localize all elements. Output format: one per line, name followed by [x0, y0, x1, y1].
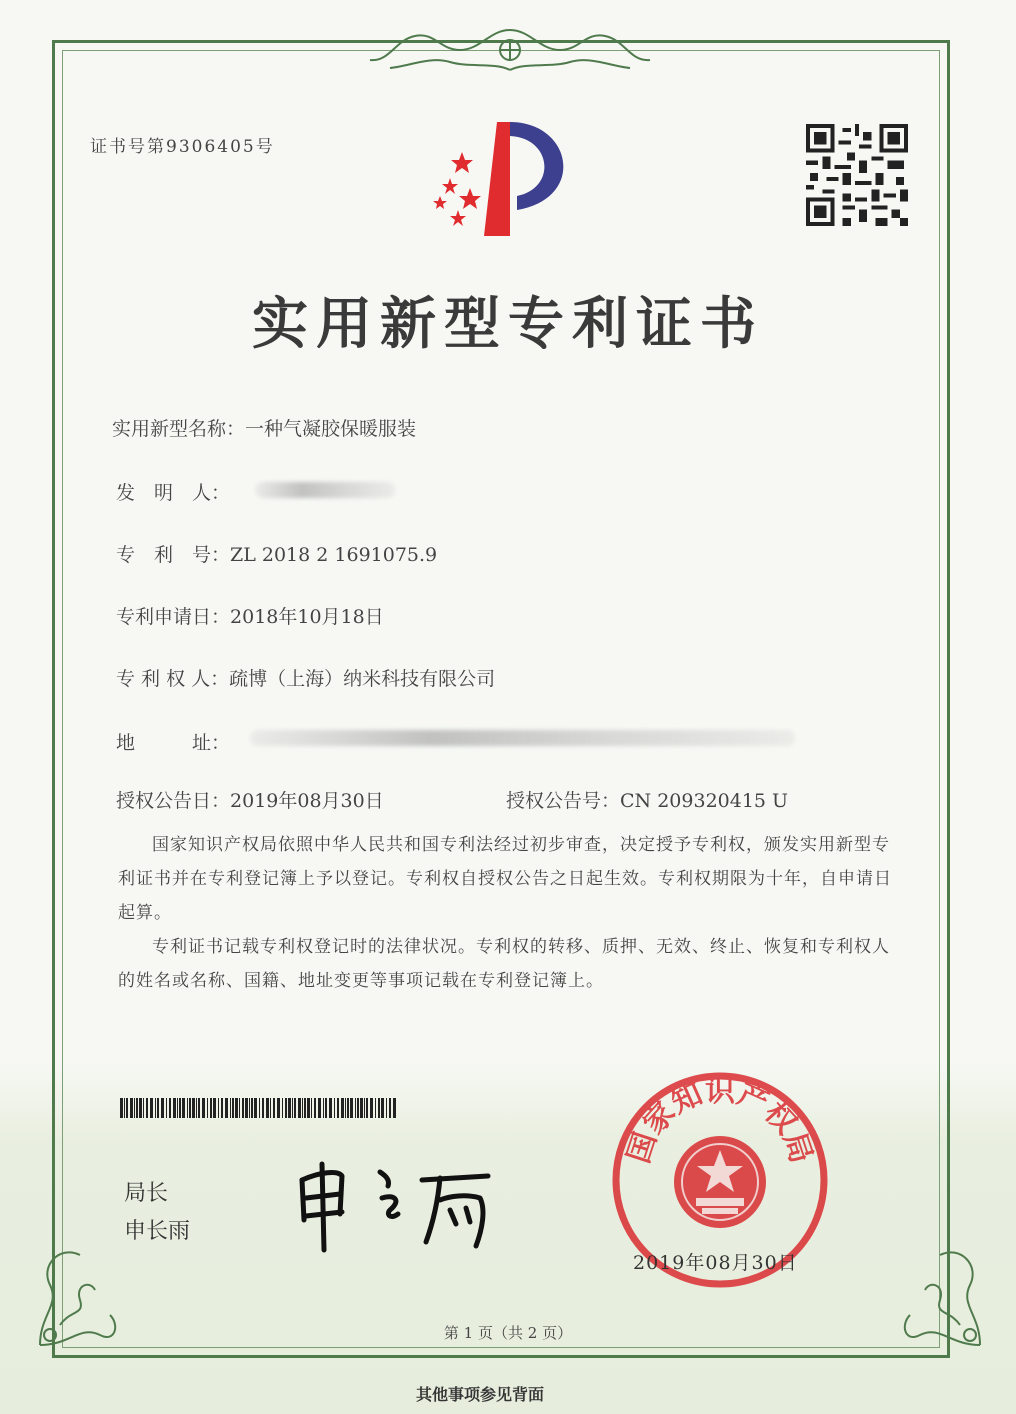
field-label: 发 明 人：: [116, 482, 231, 504]
field-value: 2018年10月18日: [230, 606, 384, 628]
redacted-address: [250, 730, 795, 746]
director-title: 局长: [124, 1181, 169, 1206]
field-patentee: [116, 664, 495, 691]
field-value: ZL 2018 2 1691075.9: [230, 544, 438, 566]
field-value: CN 209320415 U: [620, 790, 789, 812]
field-grant-number: [506, 786, 788, 813]
certificate-body: [118, 828, 898, 998]
field-label: 专 利 号：: [116, 544, 231, 566]
certificate-title: 实用新型专利证书: [252, 291, 764, 357]
field-label: 授权公告日：: [116, 790, 231, 812]
body-paragraph: 专利证书记载专利权登记时的法律状况。专利权的转移、质押、无效、终止、恢复和专利权人的姓名或名称、国籍、地址变更等事项记载在专利登记簿上。: [118, 937, 890, 991]
seal-date: 2019年08月30日: [633, 1252, 798, 1274]
field-grant-date: [116, 786, 384, 813]
field-label: 专利申请日：: [116, 606, 231, 628]
page-number: 第 1 页（共 2 页）: [443, 1324, 573, 1342]
field-label: 实用新型名称：: [112, 418, 246, 440]
field-address: [116, 728, 230, 755]
seal-text: 国家知识产权局: [621, 1074, 819, 1168]
director-signature: [290, 1150, 520, 1260]
body-paragraph: 国家知识产权局依照中华人民共和国专利法经过初步审查，决定授予专利权，颁发实用新型专利证书并在专利登记簿上予以登记。专利权自授权公告之日起生效。专利权期限为十年，自申请日起算。: [118, 835, 892, 923]
field-value: 2019年08月30日: [230, 790, 384, 812]
footer-note: 其他事项参见背面: [415, 1385, 544, 1404]
director-name: 申长雨: [124, 1219, 191, 1244]
field-value: 疏博（上海）纳米科技有限公司: [229, 668, 496, 690]
barcode-icon: [120, 1098, 400, 1118]
redacted-inventor: [255, 482, 395, 498]
patent-logo-icon: [422, 118, 582, 248]
field-value: 一种气凝胶保暖服装: [245, 418, 417, 440]
top-ornament-icon: [350, 22, 670, 78]
field-inventor: [116, 478, 230, 505]
field-application-date: [116, 602, 384, 629]
field-label: 地 址：: [116, 732, 231, 754]
qr-code-icon: [806, 124, 908, 226]
field-patent-number: [116, 540, 437, 567]
field-utility-model-name: [112, 414, 416, 441]
field-label: 授权公告号：: [506, 790, 621, 812]
certificate-number: 证书号第9306405号: [90, 137, 275, 157]
director-block: [124, 1175, 190, 1251]
field-label: 专 利 权 人：: [116, 668, 230, 690]
